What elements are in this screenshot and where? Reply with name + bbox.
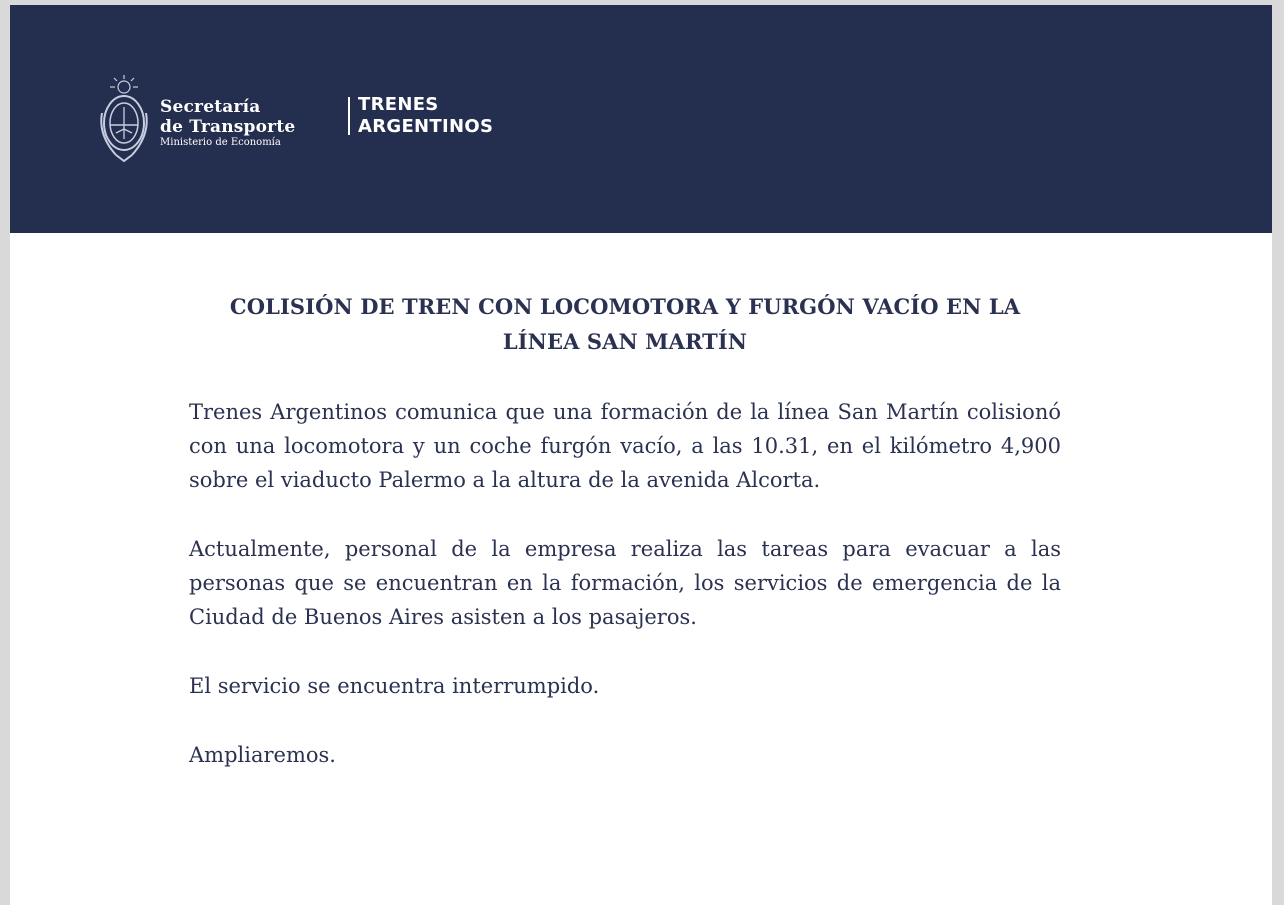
letterhead [10, 5, 1272, 233]
paragraph-1: Trenes Argentinos comunica que una formación de la línea San Martín colisionó con una locomotora y un coche furgón vacío, a las 10.31, en el kilómetro 4,900 sobre el viaducto Palermo a la altura de la avenida Alcorta. [189, 400, 1061, 492]
ministerio-line: Ministerio de Economía [160, 137, 281, 148]
secretaria-line2: de Transporte [160, 117, 296, 137]
trenes-argentinos-logo [358, 94, 493, 138]
logo-divider [348, 97, 350, 135]
secretaria-logo-text [160, 97, 295, 149]
secretaria-line1: Secretaría [160, 97, 261, 117]
paragraph-3: El servicio se encuentra interrumpido. [189, 674, 600, 698]
coat-of-arms-icon [94, 73, 154, 167]
paragraph-2: Actualmente, personal de la empresa realiza las tareas para evacuar a las personas que se encuentran en la formación, los servicios de emergencia de la Ciudad de Buenos Aires asisten a los pasajeros. [189, 537, 1061, 629]
press-release-title: COLISIÓN DE TREN CON LOCOMOTORA Y FURGÓN VACÍO EN LA LÍNEA SAN MARTÍN [229, 294, 1021, 354]
brand-line1: TRENES [358, 94, 439, 115]
paragraph-4: Ampliaremos. [189, 743, 336, 767]
brand-line2: ARGENTINOS [358, 116, 494, 137]
document-page [10, 5, 1272, 905]
press-release-body [189, 289, 1061, 807]
